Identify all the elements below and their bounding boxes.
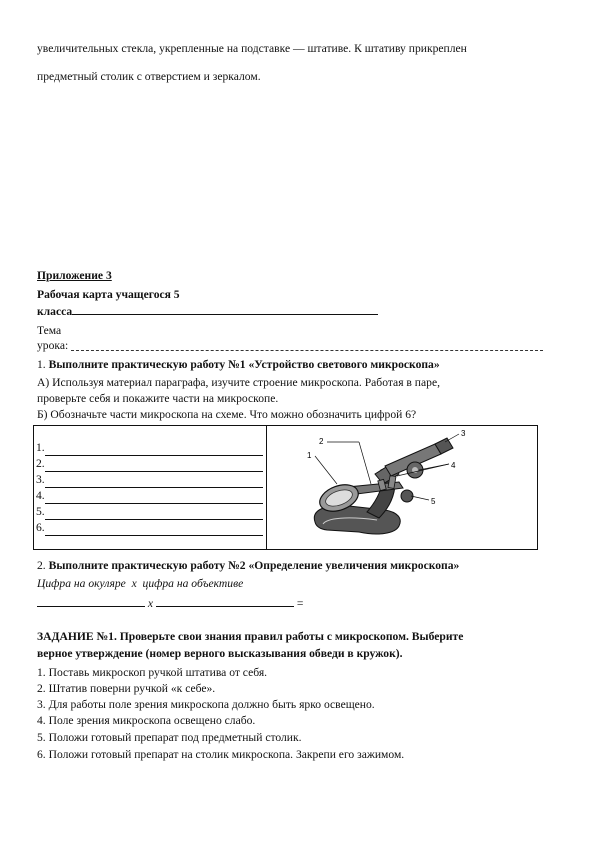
diagram-label-4: 4 <box>451 461 456 470</box>
diagram-label-5: 5 <box>431 497 436 506</box>
answer-line-4[interactable] <box>45 492 263 504</box>
task1-b-line: Б) Обозначьте части микроскопа на схеме. Что можно обозначить цифрой 6? <box>37 408 417 421</box>
intro-line-2: предметный столик с отверстием и зеркалом. <box>37 70 261 83</box>
answer-row-2: 2. <box>34 456 266 472</box>
formula-eyepiece: Цифра на окуляре <box>37 577 126 590</box>
assignment-item-4[interactable]: 4. Поле зрения микроскопа освещено слабо. <box>37 714 256 727</box>
blank-eyepiece[interactable] <box>37 594 145 607</box>
diagram-label-1: 1 <box>307 451 312 460</box>
topic-label-1: Тема <box>37 324 62 337</box>
class-fill-line <box>72 314 378 315</box>
assignment-item-3[interactable]: 3. Для работы поле зрения микроскопа должно быть ярко освещено. <box>37 698 375 711</box>
card-title: Рабочая карта учащегося 5 <box>37 288 180 301</box>
assignment-item-2[interactable]: 2. Штатив поверни ручкой «к себе». <box>37 682 216 695</box>
task1-heading <box>37 358 440 371</box>
diagram-cell <box>267 426 538 550</box>
task1-title: Выполните практическую работу №1 «Устройство светового микроскопа» <box>48 358 440 371</box>
topic-label-2: урока: <box>37 339 69 352</box>
answer-row-1: 1. <box>34 440 266 456</box>
answer-row-6: 6. <box>34 520 266 536</box>
answer-line-2[interactable] <box>45 460 263 472</box>
blank-times: х <box>147 597 154 610</box>
appendix-title: Приложение 3 <box>37 269 112 282</box>
assignment-heading-1: ЗАДАНИЕ №1. Проверьте свои знания правил работы с микроскопом. Выберите <box>37 630 464 643</box>
class-row <box>37 305 378 318</box>
answer-line-1[interactable] <box>45 444 263 456</box>
answer-line-3[interactable] <box>45 476 263 488</box>
task2-heading <box>37 559 459 572</box>
microscope-diagram-icon <box>267 426 537 544</box>
task2-formula <box>37 577 243 590</box>
task2-title: Выполните практическую работу №2 «Определение увеличения микроскопа» <box>48 559 460 572</box>
task1-number: 1. <box>37 358 46 371</box>
parts-table <box>33 425 538 550</box>
diagram-label-2: 2 <box>319 437 324 446</box>
assignment-heading-2: верное утверждение (номер верного высказывания обведи в кружок). <box>37 647 403 660</box>
task2-number: 2. <box>37 559 46 572</box>
assignment-item-5[interactable]: 5. Положи готовый препарат под предметный столик. <box>37 731 302 744</box>
formula-objective: цифра на объективе <box>142 577 244 590</box>
task2-blank-row <box>37 594 303 610</box>
answers-cell <box>34 426 267 550</box>
assignment-item-1[interactable]: 1. Поставь микроскоп ручкой штатива от себя. <box>37 666 268 679</box>
task1-a-line-2: проверьте себя и покажите части на микроскопе. <box>37 392 279 405</box>
intro-line-1: увеличительных стекла, укрепленные на подставке — штативе. К штативу прикреплен <box>37 42 467 55</box>
assignment-item-6[interactable]: 6. Положи готовый препарат на столик микроскопа. Закрепи его зажимом. <box>37 748 405 761</box>
answer-line-6[interactable] <box>45 524 263 536</box>
topic-dashed-line <box>71 350 543 351</box>
answer-row-5: 5. <box>34 504 266 520</box>
task1-a-line-1: А) Используя материал параграфа, изучите строение микроскопа. Работая в паре, <box>37 376 440 389</box>
blank-equals: = <box>296 597 304 610</box>
blank-objective[interactable] <box>156 594 294 607</box>
answer-line-5[interactable] <box>45 508 263 520</box>
answer-row-3: 3. <box>34 472 266 488</box>
answer-row-4: 4. <box>34 488 266 504</box>
class-label: класса <box>37 305 73 318</box>
formula-times: х <box>131 577 137 590</box>
diagram-label-3: 3 <box>461 429 466 438</box>
